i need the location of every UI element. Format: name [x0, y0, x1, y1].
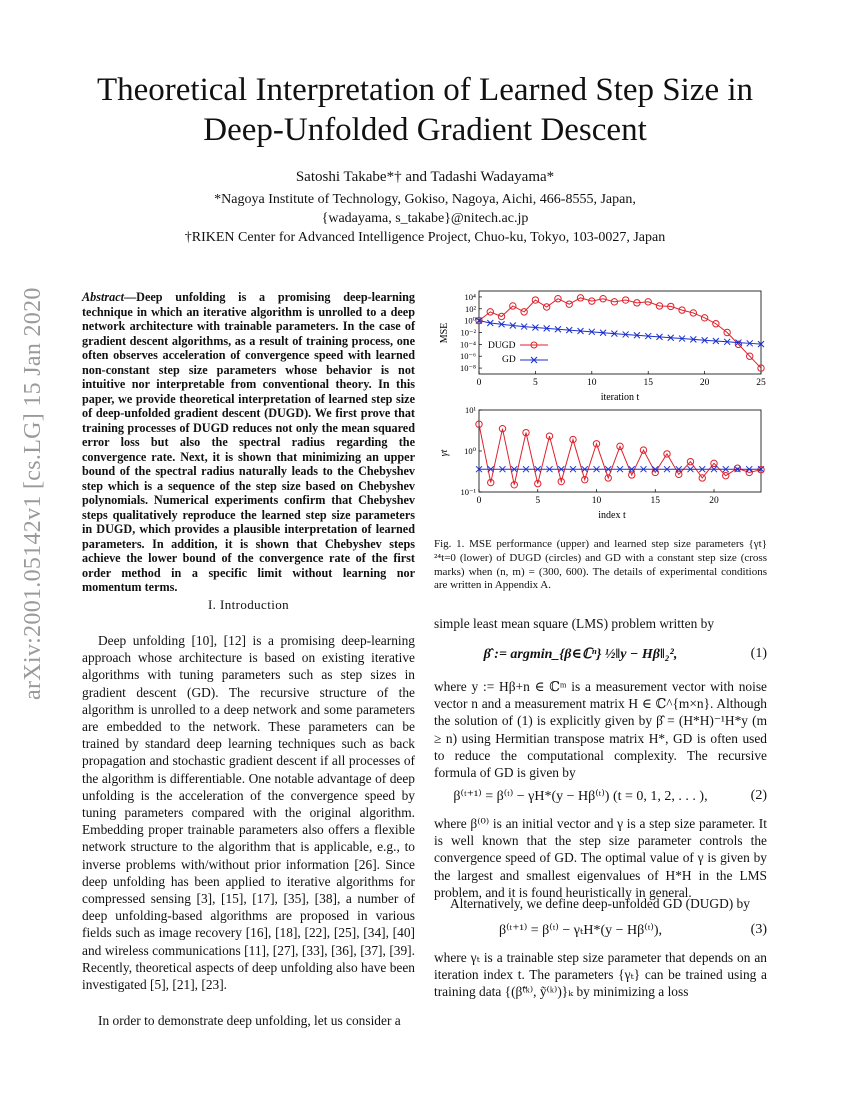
mse-xtick-label: 0 [476, 378, 482, 388]
title-line-1: Theoretical Interpretation of Learned Step Size in [96, 72, 754, 108]
legend-dugd-label: DUGD [488, 341, 516, 351]
title-line-2: Deep-Unfolded Gradient Descent [203, 112, 647, 148]
section-heading-introduction: I. Introduction [207, 597, 290, 612]
intro-paragraph-1: Deep unfolding [10], [12] is a promising deep-learning approach whose architecture is based on existing iterative algorithms with tuning parameters such as step sizes in gradient descent (GD). The recursive structure of the algorithm is unrolled to a deep network and some parameters are embedded to the network. These parameters can be trained by standard deep learning techniques such as back propagation and stochastic gradient descent if all processes of the algorithm is differentiable. One notable advantage of deep unfolding is the acceleration of the convergence speed by tuning parameters compared with the original algorithm. Embedding proper trainable parameters also offers a flexible network structure to the algorithm that is applicable, e.g., to inverse problems with/without prior information [26]. Since deep unfolding has been applied to iterative algorithms for compressed sensing [3], [15], [17], [35], [38], a number of deep unfolding-based algorithms are proposed in various fields such as image recovery [16], [18], [22], [25], [34], [40] and wireless communications [11], [27], [33], [36], [37], [39]. Recently, theoretical aspects of deep unfolding also have been investigated [5], [21], [23]. [82, 633, 415, 993]
gamma-xticks [477, 489, 719, 506]
gamma-dugd-line [479, 424, 761, 485]
mse-xlabel: iteration t [600, 392, 640, 403]
right-paragraph-2: where y := Hβ+n ∈ ℂᵐ is a measurement vector with noise vector n and a measurement matrix H ∈ ℂ^{m×n}. Although the solution of (1) is explicitly given by β̂ = (H*H)⁻¹H*y (m ≥ n) using Hermitian transpose matrix H*, GD is often used to reduce the computational complexity. The recursive formula of GD is given by [434, 679, 767, 781]
legend-gd-label: GD [502, 355, 516, 365]
author-email: {wadayama, s_takabe}@nitech.ac.jp [321, 211, 529, 226]
mse-xticks [477, 371, 766, 388]
gamma-xtick-label: 15 [650, 496, 660, 506]
intro-paragraph-2: In order to demonstrate deep unfolding, let us consider a [98, 1013, 401, 1028]
mse-dugd-line [479, 298, 761, 368]
figure-1 [434, 283, 769, 533]
mse-ytick-label: 10⁴ [464, 291, 476, 302]
mse-ylabel: MSE [439, 322, 450, 344]
mse-xtick-label: 20 [699, 378, 710, 388]
abstract-label: Abstract [82, 290, 124, 304]
mse-legend [488, 341, 548, 365]
gamma-xtick-label: 10 [591, 496, 602, 506]
author-block [40, 168, 810, 247]
author-names: Satoshi Takabe*† and Tadashi Wadayama* [295, 169, 555, 185]
equation-3-body: β⁽ᵗ⁺¹⁾ = β⁽ᵗ⁾ − γₜH*(y − Hβ⁽ᵗ⁾), [499, 923, 662, 938]
gamma-xtick-label: 0 [476, 496, 482, 506]
equation-1-number: (1) [750, 646, 767, 661]
mse-xtick-label: 25 [756, 378, 766, 388]
right-paragraph-4: Alternatively, we define deep-unfolded GD (DUGD) by [450, 896, 750, 911]
arxiv-stamp: arXiv:2001.05142v1 [cs.LG] 15 Jan 2020 [20, 287, 46, 700]
gamma-ylabel: γt [439, 449, 450, 457]
mse-ytick-label: 10⁻⁶ [460, 351, 476, 362]
mse-ytick-label: 10⁻⁸ [460, 363, 476, 374]
gamma-xtick-label: 5 [535, 496, 541, 506]
gamma-ytick-label: 10¹ [464, 405, 476, 415]
equation-3-number: (3) [750, 922, 767, 937]
mse-ytick-label: 10² [464, 303, 476, 314]
gamma-plot-frame [479, 410, 761, 492]
affiliation-2: †RIKEN Center for Advanced Intelligence Project, Chuo-ku, Tokyo, 103-0027, Japan [184, 230, 666, 245]
gamma-series [476, 421, 764, 488]
equation-3 [434, 922, 767, 944]
equation-1 [434, 646, 767, 668]
gamma-ytick-label: 10⁻¹ [460, 487, 476, 497]
abstract [82, 290, 415, 595]
mse-xtick-label: 15 [643, 378, 653, 388]
equation-2-body: β⁽ᵗ⁺¹⁾ = β⁽ᵗ⁾ − γH*(y − Hβ⁽ᵗ⁾) (t = 0, 1, 2, . . . ), [453, 789, 708, 804]
mse-series [476, 295, 764, 372]
right-paragraph-5: where γₜ is a trainable step size parameter that depends on an iteration index t. The parameters {γₜ} can be trained using a training data {(β̃⁽ᵏ⁾, ỹ⁽ᵏ⁾)}ₖ by minimizing a loss [434, 950, 767, 1000]
mse-ytick-label: 10⁻⁴ [460, 339, 476, 350]
mse-plot-frame [479, 291, 761, 374]
mse-xtick-label: 10 [587, 378, 597, 388]
equation-2 [434, 788, 767, 810]
equation-2-number: (2) [750, 788, 767, 803]
abstract-text: —Deep unfolding is a promising deep-learning technique in which an iterative algorithm is unrolled to a deep network architecture with trainable parameters. In the case of gradient descent algorithms, as a result of training process, one often observes acceleration of convergence speed with learned non-constant step size parameters whose behavior is not intuitive nor interpretable from conventional theory. In this paper, we provide theoretical interpretation of learned step size of deep-unfolded gradient descent (DUGD). We first prove that training processes of DUGD reduces not only the mean squared error loss but also the spectral radius regarding the convergence rate. Next, it is shown that minimizing an upper bound of the spectral radius naturally leads to the Chebyshev step which is a sequence of the step size based on Chebyshev polynomials. Numerical experiments confirm that Chebyshev steps qualitatively reproduce the learned step size parameters in DUGD, which provides a plausible interpretation of learned parameters. In addition, it is shown that Chebyshev steps achieve the lower bound of the convergence rate of the first order method in a specific limit without learning nor momentum terms. [82, 290, 415, 594]
equation-1-body: β̂ := argmin_{β∈ℂⁿ} ½‖y − Hβ‖₂², [483, 647, 678, 662]
gamma-xlabel: index t [598, 510, 626, 521]
gamma-ytick-label: 10⁰ [464, 446, 476, 456]
paper-title [40, 70, 810, 150]
mse-xtick-label: 5 [533, 378, 538, 388]
right-paragraph-1: simple least mean square (LMS) problem written by [434, 616, 715, 631]
right-paragraph-3: where β⁽⁰⁾ is an initial vector and γ is a step size parameter. It is well known that the step size parameter controls the convergence speed of GD. The optimal value of γ is given by the largest and smallest eigenvalues of H*H in the LMS problem, and it is found heuristically in general. [434, 816, 767, 900]
figure-1-caption: Fig. 1. MSE performance (upper) and learned step size parameters {γt}²⁴t=0 (lower) of DUGD (circles) and GD with a constant step size (cross marks) when (n, m) = (300, 600). The details of experimental conditions are written in Appendix A. [434, 538, 767, 592]
gamma-xtick-label: 20 [709, 496, 719, 506]
affiliation-1: *Nagoya Institute of Technology, Gokiso, Nagoya, Aichi, 466-8555, Japan, [214, 192, 636, 207]
mse-ytick-label: 10⁻² [460, 327, 476, 338]
mse-ytick-label: 10⁰ [464, 315, 476, 326]
